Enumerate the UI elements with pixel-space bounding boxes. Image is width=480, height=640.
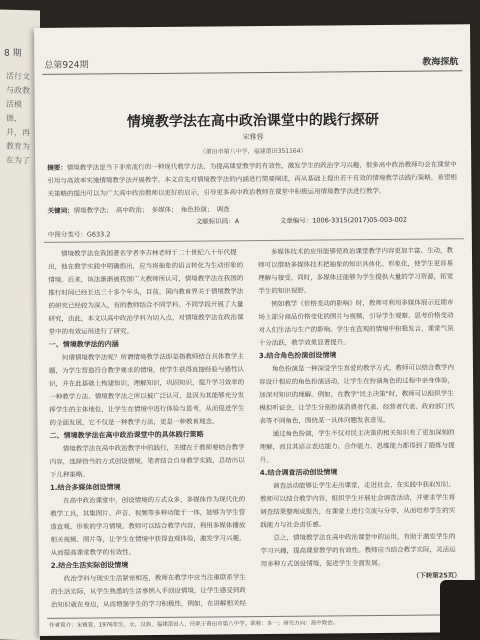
header-rule — [42, 70, 462, 75]
paragraph: 政治学科与现实生活紧密相连，教师在教学中应当注重联系学生的生活实际，从学生熟悉的生活事例入手创设情境，让学生感受到政治知识就在身边，从而增强学生的学习积极性。例如，在讲解相关经济生活知识时，教师可以引入学生熟悉的购物、消费等生活场景，引导学生进行思考与讨论。 — [50, 573, 247, 609]
body-column-right — [258, 244, 461, 612]
journal-page — [34, 24, 475, 636]
previous-page-header: 8 期 — [4, 48, 22, 60]
article-author: 宋雅蓉 — [242, 133, 264, 142]
section-heading: 二、情境教学法在高中政治课堂中的具体践行策略 — [49, 430, 204, 440]
paragraph: 情境教学法在高中政治教学中的践行，关键在于教师要结合教学内容，选择恰当的方式创设情境，笔者结合自身教学实践，总结出以下几种策略。 — [49, 443, 245, 479]
paragraph: 何谓情境教学法呢？所谓情境教学法即是指教师结合具体教学主题，为学生营造符合教学要求的情境，使学生获得直接经验与感性认识，并在此基础上构建知识，理解知识，巩固知识，提升学习效率的一种教学方法。情境教学法之所以被广泛认可，是因为其能够充分发挥学生的主体地位，让学生在情境中进行体验与思考，从而促进学生的全面发展，它不仅是一种教学方法，更是一种教育理念。 — [48, 352, 245, 427]
keywords-text: 情境教学法； 高中政治； 多媒体； 角色扮演； 调查 — [73, 205, 230, 215]
section-heading: 4.结合调查活动创设情境 — [259, 468, 338, 478]
classification-number: 中图分类号：G633.2 — [47, 230, 111, 239]
abstract-text: 情境教学法是当下非常流行的一种现代教学方法，为提高课堂教学的有效性，激发学生的政治学习兴趣，很多高中政治教师均会在课堂中引用与高效率实施情境教学法开展教学。本文首先对情境教学法的内涵进行简要阐述，再从基础上提出若干有效的情境教学法践行策略，希望相关策略的提出可以为广大高中政治教师以更好的启示，引导更多高中政治教师在课堂中积极运用情境教学法进行教学。 — [47, 160, 457, 198]
continuation-note: （下转第25页） — [412, 571, 461, 580]
abstract — [47, 158, 459, 201]
paragraph: 例如教学《价格变动的影响》时，教师可利用多媒体展示近期市场上部分商品价格变化的图片与视频，引导学生观察、思考价格变动对人们生活与生产的影响。学生在直观的情境中积极发言，课堂气氛十分活跃，教学效果显著提升。 — [258, 298, 454, 348]
paragraph: 通过角色扮演，学生不仅对民主决策的相关知识有了更加深刻的理解，而且其语言表达能力、合作能力、思维能力都得到了锻炼与提升。 — [259, 428, 455, 465]
paragraph: 总之，情境教学法在高中政治课堂中的运用，有助于激发学生的学习兴趣，提高课堂教学的有效性。教师应当结合教学实际，灵活运用多种方式创设情境，促进学生全面发展。 — [260, 532, 456, 569]
paragraph: 情境教学法在我国著名学者李吉林老师于二十世纪八十年代提出，他在教学实践中明确指出，应当将抽象的语言转化为生动形象的情境。后来，该法渐渐被我国广大教师所认可，情境教学法在我国的推行时间已经长达三十多个年头，目前，国内教育界关于情境教学法的研究已经较为深入，有的教师结合不同学科、不同学段开展了大量研究，由此，本文以高中政治学科为切入点，对情境教学法在政治课堂中的有效运用进行了研究。 — [48, 248, 244, 336]
keywords-label: 关键词： — [47, 206, 74, 215]
keywords — [48, 202, 460, 215]
paragraph: 调查活动能够让学生走出课堂，走进社会，在实践中获取知识。教师可以结合教学内容，组织学生开展社会调查活动，并要求学生将调查结果整理成报告，在课堂上进行交流与分享，从而培养学生的实践能力与社会责任感。 — [260, 480, 456, 530]
section-heading: 3.结合角色扮演创设情境 — [258, 351, 337, 361]
background-object — [440, 580, 480, 640]
section-heading: 一、情境教学法的内涵 — [48, 340, 119, 349]
issue-number: 总第924期 — [44, 60, 89, 71]
article-number: 文章编号：1006-3315(2017)05-003-002 — [279, 215, 408, 225]
section-name: 教海探航 — [422, 57, 459, 68]
body-rule — [44, 238, 464, 243]
article-title: 情境教学法在高中政治课堂中的践行探研 — [126, 111, 379, 131]
section-heading: 2.结合生活实际创设情境 — [50, 561, 129, 570]
paragraph: 角色扮演是一种深受学生喜爱的教学方式，教师可以结合教学内容设计相应的角色扮演活动，让学生在扮演角色的过程中亲身体验，加深对知识的理解。例如，在教学"民主决策"时，教师可以组织学生模拟听证会，让学生分别扮演消费者代表、经营者代表、政府部门代表等不同角色，围绕某一具体问题发表意见。 — [259, 363, 455, 426]
paragraph: 在高中政治课堂中，创设情境的方式众多，多媒体作为现代化的教学工具，其集图片、声音、视频等多种功能于一体，能够为学生营造直观、形象的学习情境。教师可以结合教学内容，利用多媒体播放相关视频、图片等，让学生在情境中获得直观体验，激发学习兴趣，从而提高课堂教学的有效性。 — [50, 495, 246, 557]
author-bio: 作者简介：宋雅蓉，1976年生，女，汉族，福建莆田人，任职于莆田市第八中学。职称：本一；研究方向：高中政治。 — [49, 620, 339, 629]
document-code: 文献标识码：A — [195, 217, 240, 226]
section-heading: 1.结合多媒体创设情境 — [49, 483, 121, 492]
author-affiliation: （莆田市第八中学，福建莆田351164） — [199, 147, 307, 156]
previous-page-text: 活行文与政教活模德，并，再教育为在为了 — [6, 71, 30, 166]
body-column-left — [48, 246, 247, 614]
paragraph: 多媒体技术的应用能够使政治课堂教学内容更加丰富、生动，教师可以借助多媒体技术把抽象的知识具体化、形象化，使学生更容易理解与接受。同时，多媒体还能够为学生提供大量的学习资源，拓宽学生的知识视野。 — [258, 246, 454, 296]
abstract-label: 摘要： — [47, 163, 67, 172]
